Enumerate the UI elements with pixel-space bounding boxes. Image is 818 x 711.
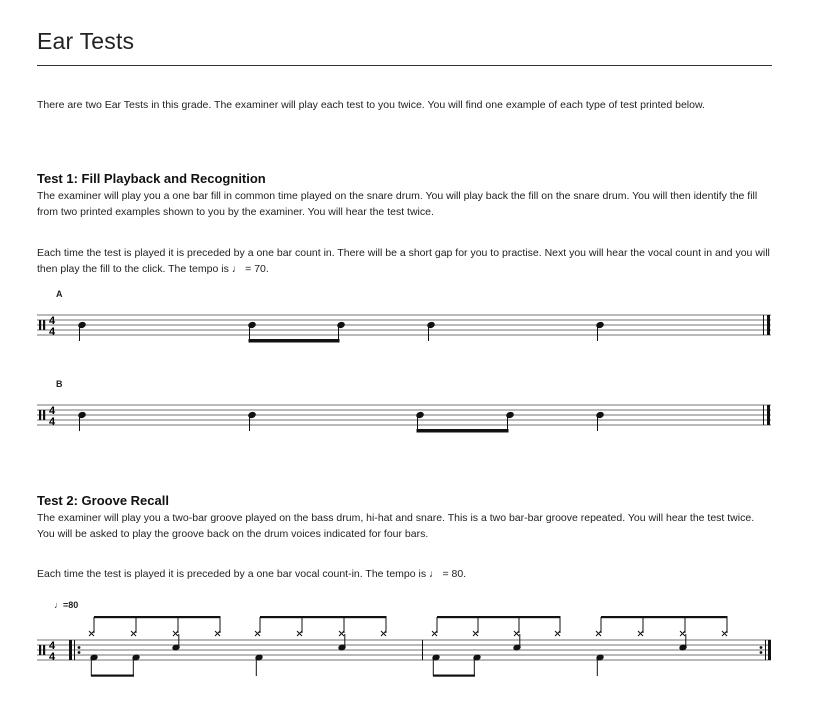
time-signature-bottom: 4 xyxy=(49,416,56,428)
bass-drum-note xyxy=(473,654,481,676)
hi-hat-note xyxy=(297,617,302,636)
time-signature-bottom: 4 xyxy=(49,651,56,663)
note xyxy=(78,411,86,431)
hi-hat-note xyxy=(638,617,643,636)
note xyxy=(596,321,604,341)
notation-example-a xyxy=(0,305,818,355)
beam xyxy=(91,675,134,677)
test2-instructions-text: Each time the test is played it is preceded by a one bar vocal count-in. The tempo is xyxy=(37,568,430,580)
time-signature-top: 4 xyxy=(49,405,56,417)
beam xyxy=(433,675,475,677)
test2-instructions xyxy=(37,566,773,582)
example-b-label: B xyxy=(56,379,63,389)
hi-hat-note xyxy=(339,617,344,636)
test2-heading: Test 2: Groove Recall xyxy=(37,493,169,508)
bass-drum-note xyxy=(596,654,604,676)
test2-description: The examiner will play you a two-bar groove played on the bass drum, hi-hat and snare. This is a two bar-bar groove repeated. You will hear the test twice. You will be asked to play the groove back on the drum voices indicated for four bars. xyxy=(37,512,755,540)
test1-instructions xyxy=(37,245,773,277)
quarter-note-icon: ♩ xyxy=(231,263,243,275)
beam xyxy=(417,430,508,433)
test1-instructions-text: Each time the test is played it is preceded by a one bar count in. There will be a short gap for you to practise. Next you will hear the vocal count in and you will then play the fill to the click. The tempo is xyxy=(37,247,770,275)
hi-hat-note xyxy=(473,617,478,636)
time-signature-top: 4 xyxy=(49,315,56,327)
beam xyxy=(601,616,728,618)
hi-hat-note xyxy=(722,617,727,636)
hi-hat-note xyxy=(255,617,260,636)
note xyxy=(248,321,256,341)
hi-hat-note xyxy=(381,617,386,636)
test1-tempo-value: = 70. xyxy=(242,263,269,275)
snare-note xyxy=(172,634,180,651)
page-title: Ear Tests xyxy=(37,28,135,54)
time-signature-top: 4 xyxy=(49,640,56,652)
hi-hat-note xyxy=(514,617,519,636)
bass-drum-note xyxy=(90,654,98,676)
hi-hat-note xyxy=(89,617,94,636)
hi-hat-note xyxy=(131,617,136,636)
bass-drum-note xyxy=(132,654,140,676)
note xyxy=(596,411,604,431)
beam xyxy=(260,616,387,618)
hi-hat-note xyxy=(555,617,560,636)
hi-hat-note xyxy=(680,617,685,636)
snare-note xyxy=(338,634,346,651)
notation-example-b xyxy=(0,395,818,445)
hi-hat-note xyxy=(173,617,178,636)
time-signature-bottom: 4 xyxy=(49,326,56,338)
bass-drum-note xyxy=(432,654,440,676)
test1-heading: Test 1: Fill Playback and Recognition xyxy=(37,171,266,186)
note xyxy=(427,321,435,341)
note xyxy=(78,321,86,341)
quarter-note-icon: ♩ xyxy=(429,568,440,580)
beam xyxy=(437,616,561,618)
snare-note xyxy=(679,634,687,651)
note xyxy=(416,411,424,431)
bass-drum-note xyxy=(255,654,263,676)
test1-description: The examiner will play you a one bar fill in common time played on the snare drum. You will play back the fill on the snare drum. You will then identify the fill from two printed examples shown to you by the examiner. You will hear the test twice. xyxy=(37,190,758,218)
beam xyxy=(94,616,221,618)
note xyxy=(337,321,345,341)
example-a-label: A xyxy=(56,289,63,299)
beam xyxy=(249,340,339,343)
tempo-marking: ♩=80 xyxy=(54,600,79,610)
notation-groove xyxy=(0,610,818,685)
barline xyxy=(422,640,423,660)
hi-hat-note xyxy=(432,617,437,636)
note xyxy=(506,411,514,431)
intro-paragraph: There are two Ear Tests in this grade. The examiner will play each test to you twice. You will find one example of each type of test printed below. xyxy=(37,99,705,111)
title-divider xyxy=(37,65,772,66)
test2-tempo-value: = 80. xyxy=(439,568,467,580)
hi-hat-note xyxy=(596,617,601,636)
hi-hat-note xyxy=(215,617,220,636)
snare-note xyxy=(513,634,521,651)
note xyxy=(248,411,256,431)
